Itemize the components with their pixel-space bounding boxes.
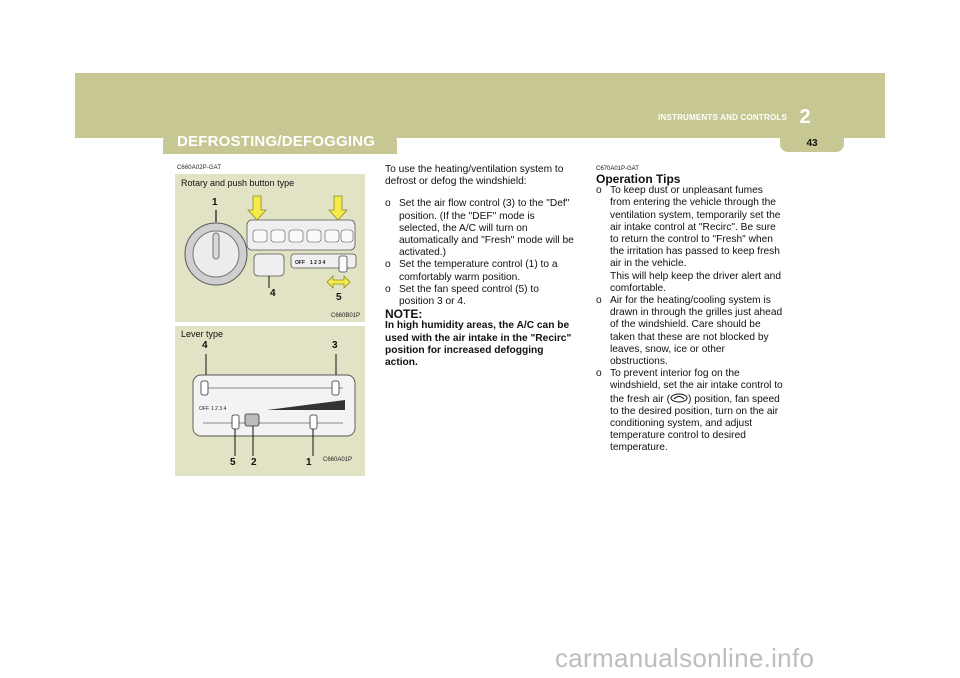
- callout-3-lever: 3: [332, 340, 338, 351]
- intake-button: [254, 254, 284, 276]
- fresh-air-icon: [670, 393, 688, 403]
- figure-lever-code: C660A01P: [323, 457, 353, 463]
- temperature-lever: [310, 415, 317, 429]
- fan-speed-labels: 1 2 3 4: [310, 260, 326, 266]
- page-number: 43: [806, 138, 818, 149]
- callout-4: 4: [270, 288, 276, 299]
- lever-fan-off-label: OFF: [199, 406, 209, 412]
- operation-tips-code: C670A01P-GAT: [596, 166, 639, 172]
- lever-panel-drawing: [175, 326, 365, 476]
- figure-rotary-label: Rotary and push button type: [181, 178, 295, 188]
- section-title: DEFROSTING/DEFOGGING: [163, 130, 389, 154]
- lever-fan-speed-labels: 1 2 3 4: [211, 406, 227, 412]
- callout-4-lever: 4: [202, 340, 208, 351]
- tip-3: o To prevent interior fog on the windshield, set the air intake control to the fresh air ( ) position, fan speed to the desired position, turn on the air conditioning system, and adjust temperature control to desired temperature.: [596, 368, 783, 454]
- section-code: C660A02P-GAT: [177, 165, 222, 171]
- mode-lever: [332, 381, 339, 395]
- figure-lever-type: [175, 326, 365, 476]
- header-band: [75, 73, 885, 138]
- callout-2-lever: 2: [251, 457, 257, 468]
- right-column: [596, 165, 784, 455]
- arrow-2: [248, 196, 266, 220]
- figure-rotary-code: C660B01P: [331, 313, 361, 319]
- callout-5: 5: [336, 292, 342, 303]
- callout-1-lever: 1: [306, 457, 312, 468]
- intake-lever: [201, 381, 208, 395]
- knob-grip: [213, 233, 219, 259]
- arrow-3: [329, 196, 347, 220]
- bullet-3: o Set the fan speed control (5) to position 3 or 4.: [385, 283, 539, 308]
- callout-5-lever: 5: [230, 457, 236, 468]
- figure-lever-label: Lever type: [181, 329, 224, 339]
- intro-text: To use the heating/ventilation system to defrost or defog the windshield:: [385, 164, 564, 188]
- chapter-name: INSTRUMENTS AND CONTROLS: [658, 113, 787, 122]
- chapter-number: 2: [799, 106, 811, 128]
- arrow-5: [327, 276, 350, 288]
- rotary-panel-drawing: [175, 174, 365, 322]
- ac-button: [245, 414, 259, 426]
- middle-column: [385, 164, 575, 369]
- tip-1: o To keep dust or unpleasant fumes from entering the vehicle through the ventilation system, temporarily set the air intake control at "Recirc". Be sure to return the control to "Fresh" when the irritation has passed to keep fresh air in the vehicle. This will help keep the driver alert and comfortable.: [596, 185, 782, 294]
- bullet-2: o Set the temperature control (1) to a comfortably warm position.: [385, 259, 558, 283]
- callout-1: 1: [212, 197, 218, 208]
- operation-tips-title: Operation Tips: [596, 172, 681, 186]
- fan-off-label: OFF: [295, 260, 305, 266]
- tip-2: o Air for the heating/cooling system is drawn in through the grilles just ahead of the windshield. Care should be taken that these are not blocked by leaves, snow, ice or other obstructions.: [596, 295, 783, 368]
- bullet-1: o Set the air flow control (3) to the "Def" position. (If the "DEF" mode is selected, the A/C will turn on automatically and "Fresh" mode will be activated.): [385, 198, 574, 259]
- fan-lever: [232, 415, 239, 429]
- note-body: In high humidity areas, the A/C can be used with the air intake in the "Recirc" position for increased defogging action.: [385, 320, 572, 369]
- figure-rotary-push-button: [175, 174, 365, 322]
- fan-speed-thumb: [339, 256, 347, 272]
- watermark: carmanualsonline.info: [555, 643, 815, 673]
- note-title: NOTE:: [385, 307, 423, 322]
